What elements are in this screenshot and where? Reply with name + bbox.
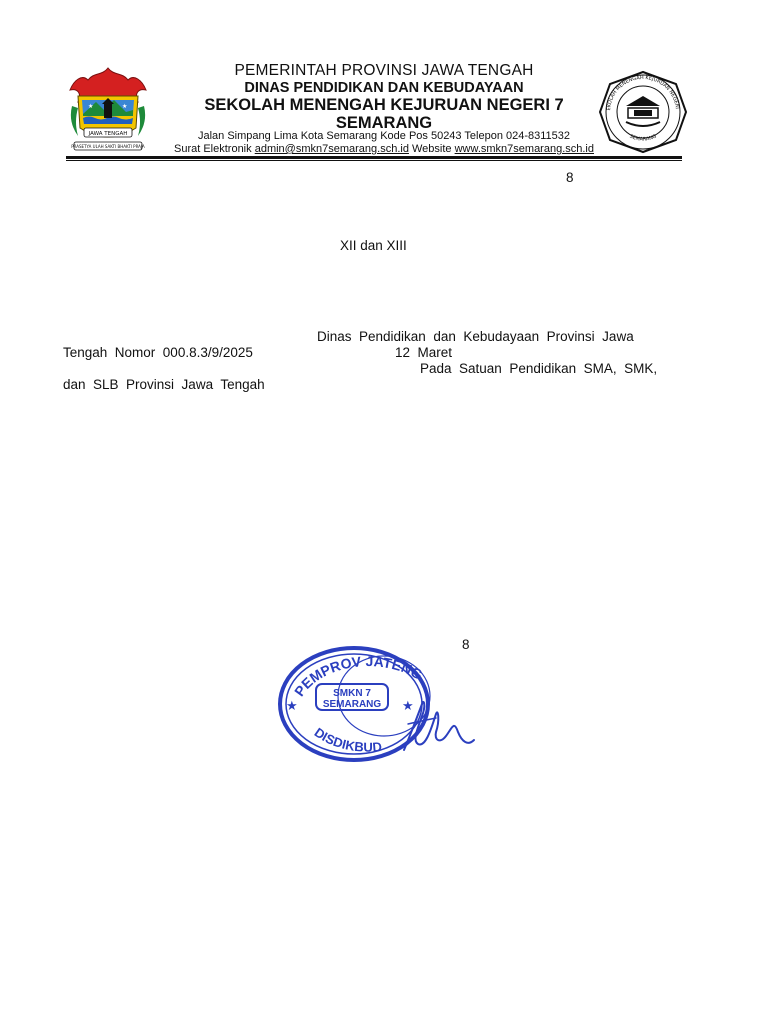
reference-line-4: dan SLB Provinsi Jawa Tengah: [63, 377, 265, 392]
stamp-inner-line2: SEMARANG: [322, 699, 382, 710]
letter-number-fragment: 8: [566, 170, 574, 185]
stamp-outer-top-text: PEMPROV JATENG: [290, 653, 426, 700]
official-stamp: [276, 640, 476, 768]
stamp-outer-bottom-text: DISDIKBUD: [311, 724, 383, 755]
stamp-star-left-icon: ★: [286, 699, 298, 714]
letterhead-government: PEMERINTAH PROVINSI JAWA TENGAH: [234, 62, 534, 79]
stamp-star-right-icon: ★: [402, 699, 414, 714]
signature-number-fragment: 8: [462, 637, 470, 652]
letterhead-school-name: SEKOLAH MENENGAH KEJURUAN NEGERI 7: [204, 96, 564, 114]
reference-line-1: Dinas Pendidikan dan Kebudayaan Provinsi Jawa: [317, 329, 634, 344]
website-link[interactable]: www.smkn7semarang.sch.id: [454, 143, 594, 155]
jateng-ribbon-text: JAWA TENGAH: [88, 131, 128, 137]
reference-line-2a: Tengah Nomor 000.8.3/9/2025: [63, 345, 253, 360]
letterhead-divider-thin: [66, 160, 682, 161]
handwritten-signature: [404, 702, 474, 750]
svg-text:★: ★: [88, 103, 94, 110]
letterhead-city: SEMARANG: [335, 114, 433, 132]
smkn7-ring-top-text: EKOLAH MENENGAH KEJURUAN NEGERI: [606, 74, 680, 111]
letterhead-contact: [0, 143, 768, 155]
email-link[interactable]: admin@smkn7semarang.sch.id: [254, 143, 409, 155]
website-label: Website: [412, 143, 452, 155]
letterhead-department: DINAS PENDIDIKAN DAN KEBUDAYAAN: [244, 80, 524, 96]
letterhead-divider-thick: [66, 156, 682, 159]
smkn7-ring-bottom-text: SEMARANG: [628, 133, 658, 143]
letterhead-address: Jalan Simpang Lima Kota Semarang Kode Pos 50243 Telepon 024-8311532: [197, 130, 571, 142]
stamp-inner-line1: SMKN 7: [333, 688, 371, 699]
reference-line-2b: 12 Maret: [395, 345, 453, 360]
class-levels-text: XII dan XIII: [340, 238, 407, 253]
svg-text:DISDIKBUD: [312, 725, 383, 755]
jateng-motto-text: PRASETYA ULAH SAKTI BHAKTI PRAJA: [71, 144, 145, 149]
reference-line-3: Pada Satuan Pendidikan SMA, SMK,: [420, 361, 658, 376]
svg-text:★: ★: [122, 103, 128, 110]
email-label: Surat Elektronik: [173, 143, 252, 155]
